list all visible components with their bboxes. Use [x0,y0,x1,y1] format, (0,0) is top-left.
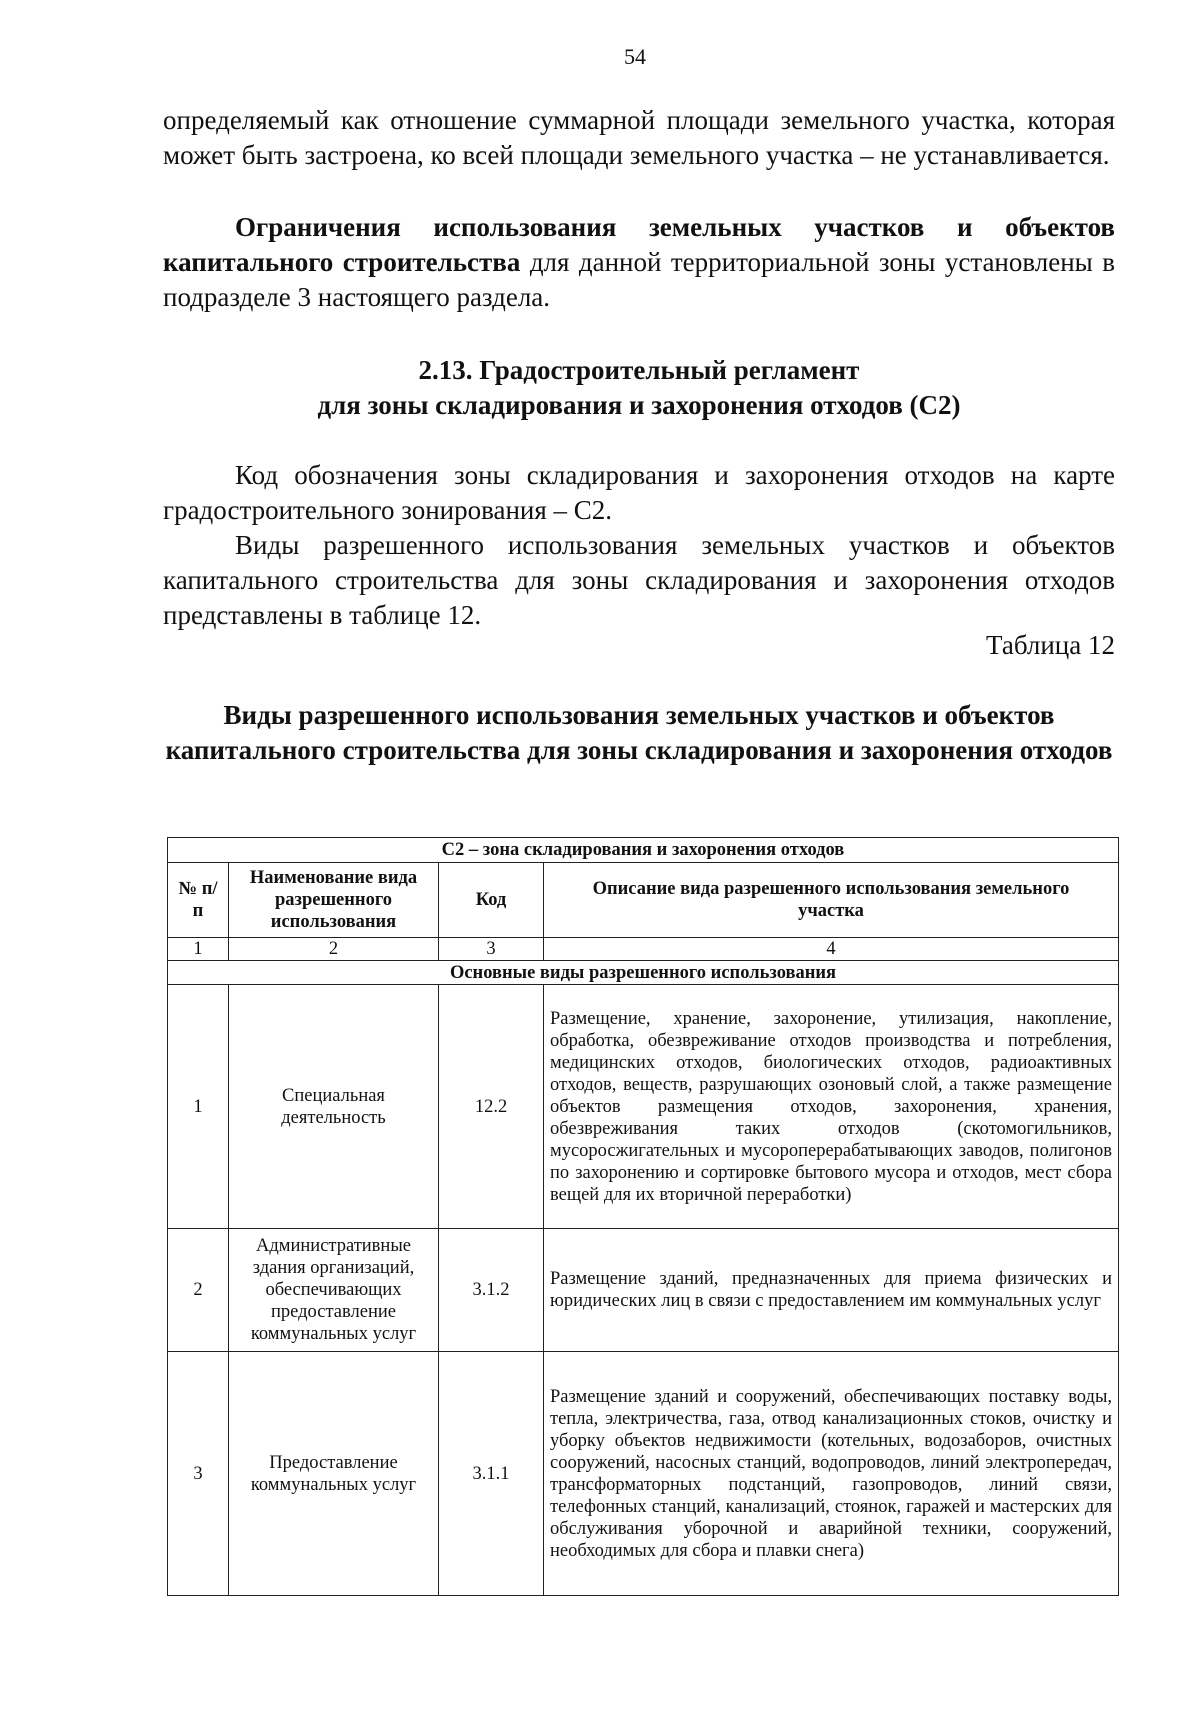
restrictions-rest-text: для данной территориальной зоны установлены в подразделе 3 настоящего раздела. [163,247,1115,312]
page-number: 54 [624,44,646,69]
permitted-uses-table [167,837,1119,1596]
row-desc: Размещение зданий, предназначенных для приема физических и юридических лиц в связи с предоставлением им коммунальных услуг [544,1229,1119,1352]
zone-header-row [168,838,1119,863]
col-number-3: 3 [439,938,544,961]
col-header-num: № п/п [168,863,229,938]
table-label: Таблица 12 [986,630,1115,660]
table-row [168,985,1119,1229]
restrictions-bold-text: Ограничения использования земельных участков и объектов капитального строительства [163,212,1115,277]
table-title: Виды разрешенного использования земельных участков и объектов капитального строительства для зоны складирования и захоронения отходов [165,700,1113,765]
column-number-row [168,938,1119,961]
col-number-4: 4 [544,938,1119,961]
paragraph-zone-code: Код обозначения зоны складирования и захоронения отходов на карте градостроительного зонирования – С2. [163,460,1115,525]
paragraph-permitted-uses: Виды разрешенного использования земельных участков и объектов капитального строительства для зоны складирования и захоронения отходов представлены в таблице 12. [163,530,1115,630]
col-number-1: 1 [168,938,229,961]
row-num: 3 [168,1352,229,1596]
row-desc: Размещение, хранение, захоронение, утилизация, накопление, обработка, обезвреживание отходов производства и потребления, медицинских отходов, биологических отходов, радиоактивных отходов, веществ, разрушающих озоновый слой, а также размещение объектов размещения отходов, захоронения, хранения, обезвреживания таких отходов (скотомогильников, мусоросжигательных и мусороперерабатывающих заводов, полигонов по захоронению и сортировке бытового мусора и отходов, мест сбора вещей для их вторичной переработки) [544,985,1119,1229]
group-header-row [168,961,1119,985]
section-heading [163,353,1115,423]
group-header: Основные виды разрешенного использования [168,961,1119,985]
row-code: 3.1.2 [439,1229,544,1352]
col-header-desc: Описание вида разрешенного использования земельного участка [544,863,1119,938]
table-row [168,1229,1119,1352]
paragraph-coefficient: определяемый как отношение суммарной площади земельного участка, которая может быть застроена, ко всей площади земельного участка – не устанавливается. [163,105,1115,170]
col-header-name: Наименование вида разрешенного использования [229,863,439,938]
row-name: Предоставление коммунальных услуг [229,1352,439,1596]
section-heading-line1: 2.13. Градостроительный регламент [418,355,860,385]
section-heading-line2: для зоны складирования и захоронения отходов (С2) [317,390,961,420]
row-code: 12.2 [439,985,544,1229]
paragraph-restrictions [163,210,1115,315]
row-num: 2 [168,1229,229,1352]
row-name: Специальная деятельность [229,985,439,1229]
col-number-2: 2 [229,938,439,961]
col-header-code: Код [439,863,544,938]
row-name: Административные здания организаций, обеспечивающих предоставление коммунальных услуг [229,1229,439,1352]
column-header-row [168,863,1119,938]
row-desc: Размещение зданий и сооружений, обеспечивающих поставку воды, тепла, электричества, газа, отвод канализационных стоков, очистку и уборку объектов недвижимости (котельных, водозаборов, очистных сооружений, насосных станций, водопроводов, линий электропередач, трансформаторных подстанций, газопроводов, линий связи, телефонных станций, канализаций, стоянок, гаражей и мастерских для обслуживания уборочной и аварийной техники, сооружений, необходимых для сбора и плавки снега) [544,1352,1119,1596]
zone-header: С2 – зона складирования и захоронения отходов [168,838,1119,863]
row-code: 3.1.1 [439,1352,544,1596]
row-num: 1 [168,985,229,1229]
table-row [168,1352,1119,1596]
